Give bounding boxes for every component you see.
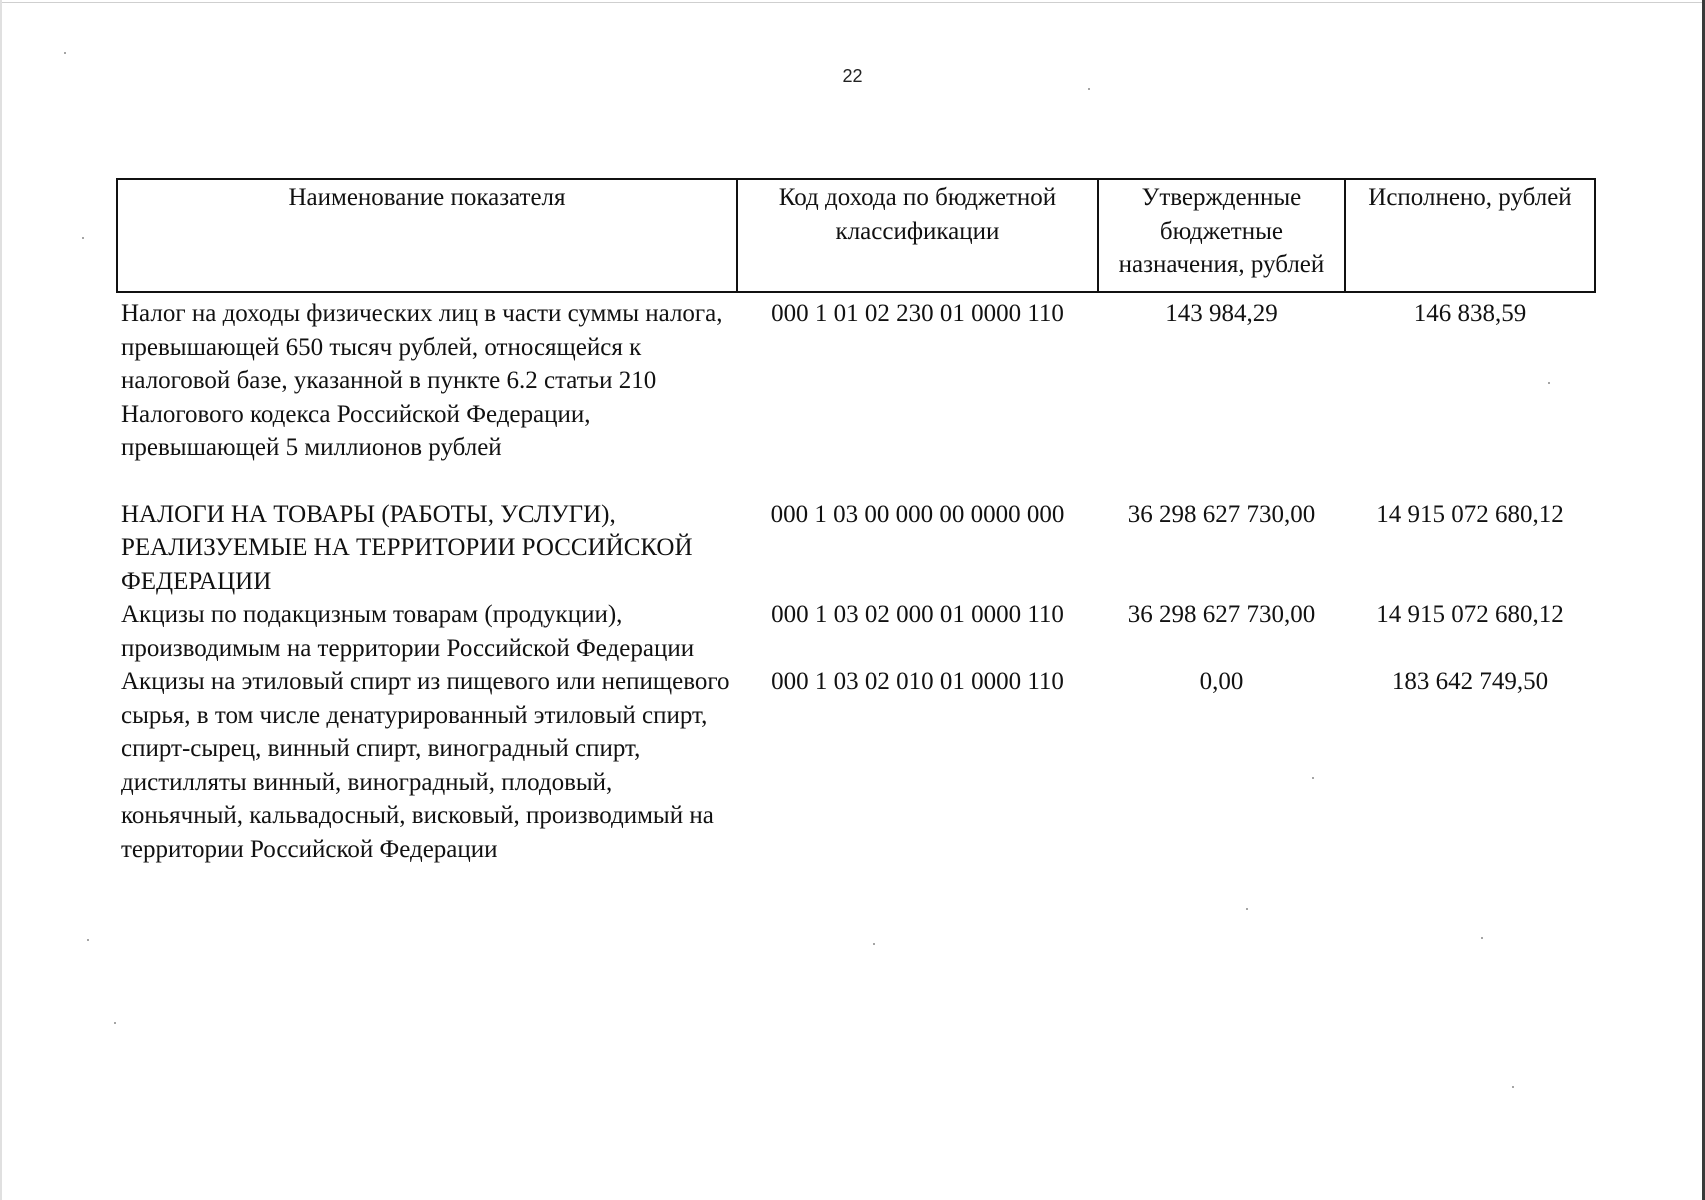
scan-speck — [1088, 88, 1090, 90]
row-done: 14 915 072 680,12 — [1376, 500, 1564, 528]
scan-speck — [1246, 908, 1248, 910]
revenue-table — [116, 178, 1596, 866]
row-plan: 143 984,29 — [1165, 300, 1278, 327]
table-row — [117, 665, 1595, 866]
scan-speck — [114, 1022, 116, 1024]
scan-speck — [873, 943, 875, 945]
row-spacer — [117, 465, 1595, 498]
row-name: Акцизы по подакцизным товарам (продукции), производимым на территории Российской Федерации — [121, 601, 695, 662]
row-code: 000 1 03 00 000 00 0000 000 — [770, 500, 1065, 528]
row-done: 183 642 749,50 — [1391, 668, 1549, 695]
page-number: 22 — [842, 66, 863, 86]
scan-speck — [64, 52, 66, 54]
row-name: Налог на доходы физических лиц в части суммы налога, превышающей 650 тысяч рублей, относящейся к налоговой базе, указанной в пункте 6.2 статьи 210 Налогового кодекса Российской Федерации, превышающей 5 миллионов рублей — [121, 300, 723, 461]
row-plan: 36 298 627 730,00 — [1127, 500, 1316, 528]
table-row — [117, 598, 1595, 665]
row-name: Акцизы на этиловый спирт из пищевого или непищевого сырья, в том числе денатурированный этиловый спирт, спирт-сырец, винный спирт, виноградный спирт, дистилляты винный, виноградный, плодовый, коньячный, кальвадосный, висковый, производимый на территории Российской Федерации — [121, 668, 730, 863]
table-row — [117, 292, 1595, 465]
row-done: 14 915 072 680,12 — [1376, 601, 1564, 628]
scan-speck — [1481, 937, 1483, 939]
row-name: НАЛОГИ НА ТОВАРЫ (РАБОТЫ, УСЛУГИ), РЕАЛИЗУЕМЫЕ НА ТЕРРИТОРИИ РОССИЙСКОЙ ФЕДЕРАЦИИ — [121, 500, 693, 595]
scan-edge-left — [0, 0, 2, 1200]
table-header-row — [117, 179, 1595, 292]
row-code: 000 1 03 02 000 01 0000 110 — [771, 601, 1064, 628]
scan-speck — [87, 939, 89, 941]
row-done: 146 838,59 — [1413, 300, 1527, 327]
header-name: Наименование показателя — [117, 179, 737, 292]
row-plan: 0,00 — [1199, 668, 1244, 695]
scan-speck — [1512, 1086, 1514, 1088]
header-done: Исполнено, рублей — [1345, 179, 1595, 292]
scan-edge-top — [0, 2, 1705, 4]
scan-speck — [82, 237, 84, 239]
row-code: 000 1 03 02 010 01 0000 110 — [771, 668, 1064, 695]
row-plan: 36 298 627 730,00 — [1127, 601, 1316, 628]
header-plan: Утвержденные бюджетные назначения, рублей — [1098, 179, 1345, 292]
row-code: 000 1 01 02 230 01 0000 110 — [771, 300, 1064, 327]
table-row — [117, 498, 1595, 599]
header-code: Код дохода по бюджетной классификации — [737, 179, 1098, 292]
